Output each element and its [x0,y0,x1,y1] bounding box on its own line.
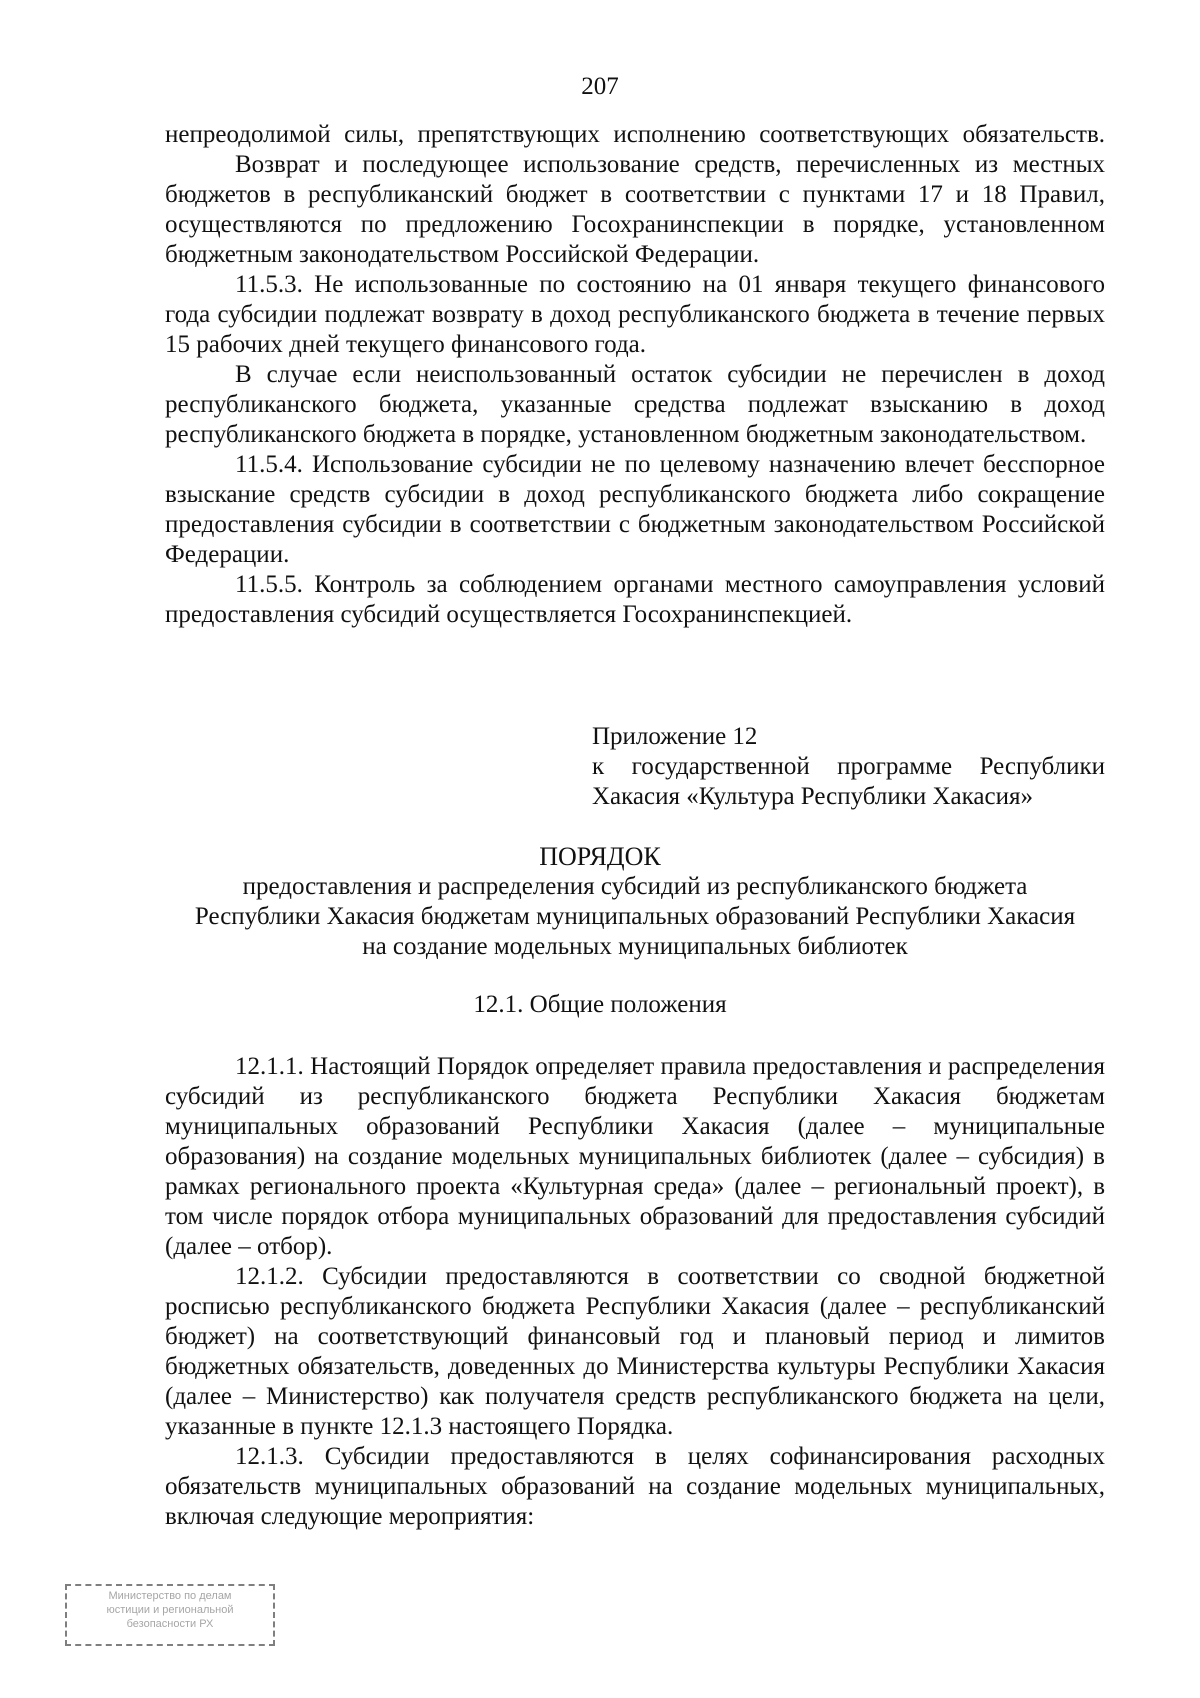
subtitle-line: на создание модельных муниципальных библиотек [362,933,908,960]
page-number: 207 [581,73,619,100]
stamp-line: юстиции и региональной [106,1604,234,1616]
body-text-block [165,1052,1105,1532]
subtitle-line: предоставления и распределения субсидий из республиканского бюджета [242,873,1028,900]
paragraph-12-1-2: 12.1.2. Субсидии предоставляются в соответствии со сводной бюджетной росписью республиканского бюджета Республики Хакасия (далее – республиканский бюджет) на соответствующий финансовый год и плановый период и лимитов бюджетных обязательств, доведенных до Министерства культуры Республики Хакасия (далее – Министерство) как получателя средств республиканского бюджета на цели, указанные в пункте 12.1.3 настоящего Порядка. [165,1263,1105,1440]
appendix-header [592,722,1105,812]
stamp-line: безопасности РХ [126,1618,214,1630]
paragraph-11-5-5: 11.5.5. Контроль за соблюдением органами местного самоуправления условий предоставления субсидий осуществляется Госохранинспекцией. [165,571,1105,628]
appendix-program-line: к государственной программе Республики [592,753,1105,780]
ministry-stamp [65,1584,275,1646]
paragraph-return-of-funds: Возврат и последующее использование средств, перечисленных из местных бюджетов в республиканский бюджет в соответствии с пунктами 17 и 18 Правил, осуществляются по предложению Госохранинспекции в порядке, установленном бюджетным законодательством Российской Федерации. [165,151,1105,268]
top-text-block [165,120,1105,630]
appendix-number: Приложение 12 [592,723,758,750]
appendix-program-name: Хакасия «Культура Республики Хакасия» [592,783,1033,810]
paragraph-12-1-1: 12.1.1. Настоящий Порядок определяет правила предоставления и распределения субсидий из республиканского бюджета Республики Хакасия бюджетам муниципальных образований Республики Хакасия (далее – муниципальные образования) на создание модельных муниципальных библиотек (далее – субсидия) в рамках регионального проекта «Культурная среда» (далее – региональный проект), в том числе порядок отбора муниципальных образований для предоставления субсидий (далее – отбор). [165,1053,1105,1260]
paragraph-11-5-4: 11.5.4. Использование субсидии не по целевому назначению влечет бесспорное взыскание средств субсидии в доход республиканского бюджета либо сокращение предоставления субсидии в соответствии с бюджетным законодательством Российской Федерации. [165,451,1105,568]
paragraph-12-1-3: 12.1.3. Субсидии предоставляются в целях софинансирования расходных обязательств муниципальных образований на создание модельных муниципальных, включая следующие мероприятия: [165,1443,1105,1530]
document-subtitle [165,872,1105,962]
stamp-line: Министерство по делам [108,1590,232,1602]
paragraph-unspent-balance: В случае если неиспользованный остаток субсидии не перечислен в доход республиканского бюджета, указанные средства подлежат взысканию в доход республиканского бюджета в порядке, установленном бюджетным законодательством. [165,361,1105,448]
subtitle-line: Республики Хакасия бюджетам муниципальных образований Республики Хакасия [194,903,1076,930]
section-heading: 12.1. Общие положения [473,991,727,1018]
paragraph-continuation: непреодолимой силы, препятствующих исполнению соответствующих обязательств. [165,121,1105,148]
document-title: ПОРЯДОК [539,842,661,871]
paragraph-11-5-3: 11.5.3. Не использованные по состоянию на 01 января текущего финансового года субсидии подлежат возврату в доход республиканского бюджета в течение первых 15 рабочих дней текущего финансового года. [165,271,1105,358]
